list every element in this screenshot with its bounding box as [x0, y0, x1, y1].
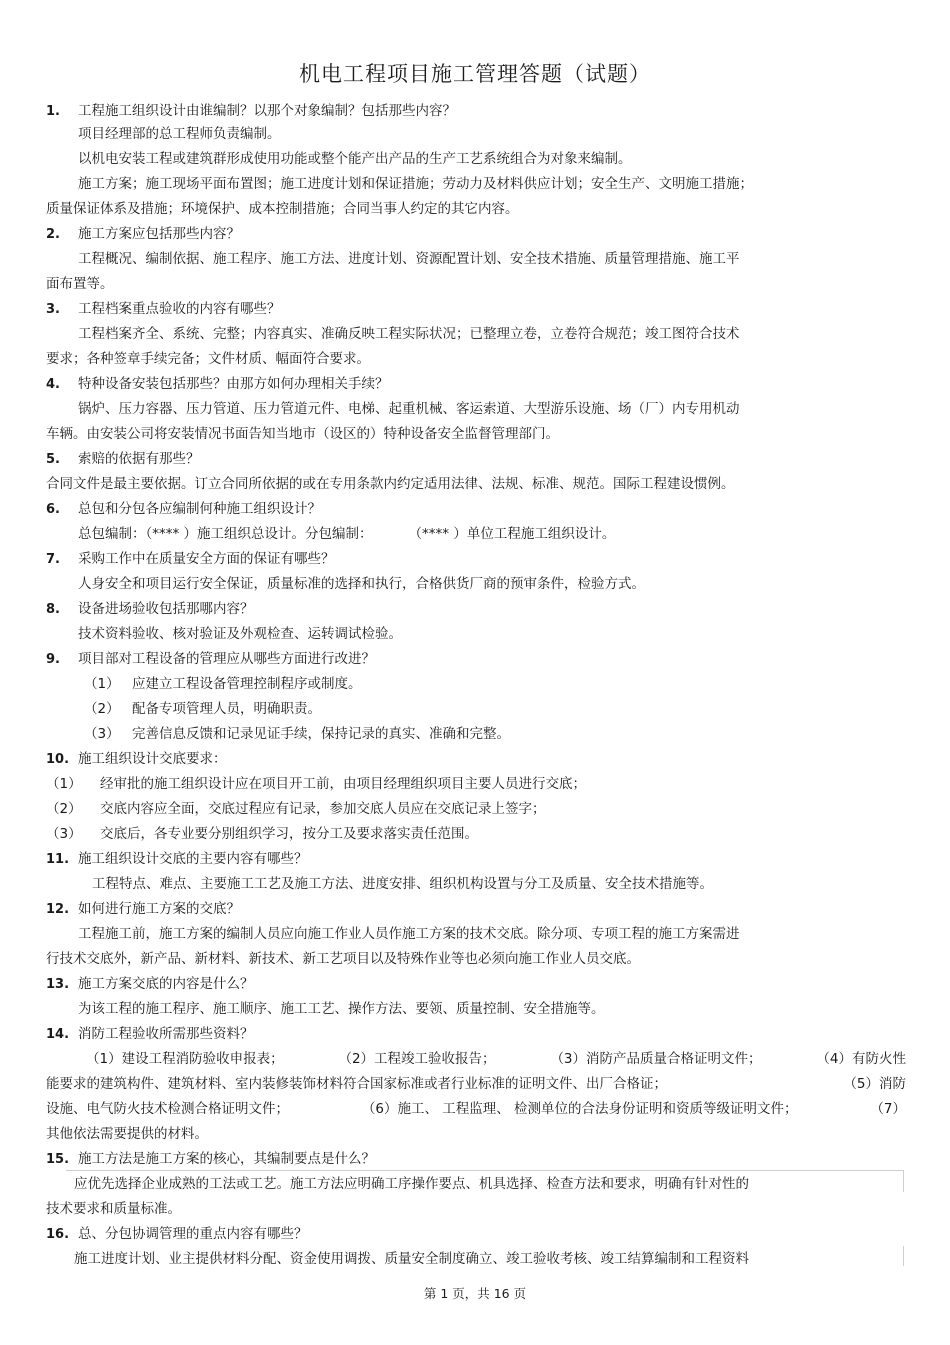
scan-border-line: [66, 1170, 904, 1171]
question-text: 项目部对工程设备的管理应从哪些方面进行改进？: [78, 651, 375, 667]
answer-line: [46, 522, 906, 547]
question-text: 施工组织设计交底要求：: [78, 751, 227, 767]
question-4: [46, 372, 906, 397]
question-text: 如何进行施工方案的交底？: [78, 901, 240, 917]
list-marker: （2）: [84, 701, 120, 717]
answer-line: 人身安全和项目运行安全保证，质量标准的选择和执行，合格供货厂商的预审条件，检验方式。: [78, 576, 645, 592]
answer-line: 要求；各种签章手续完备；文件材质、幅面符合要求。: [46, 351, 370, 367]
answer-part: （4）有防火性: [816, 1051, 906, 1067]
question-text: 施工方案应包括那些内容？: [78, 226, 240, 242]
answer-line: [46, 1097, 906, 1122]
question-number: 12.: [46, 902, 70, 917]
question-text: 消防工程验收所需那些资料？: [78, 1026, 254, 1042]
list-marker: （2）: [46, 801, 82, 817]
question-number: 3.: [46, 302, 60, 317]
answer-line: 工程档案齐全、系统、完整；内容真实、准确反映工程实际状况；已整理立卷，立卷符合规范；竣工图符合技术: [78, 326, 740, 342]
list-item: [46, 772, 906, 797]
list-text: 经审批的施工组织设计应在项目开工前，由项目经理组织项目主要人员进行交底；: [100, 776, 586, 792]
answer-line: 面布置等。: [46, 276, 114, 292]
list-item: [46, 822, 906, 847]
answer-line: [46, 1047, 906, 1072]
question-7: [46, 547, 906, 572]
question-6: [46, 497, 906, 522]
answer-line: 技术资料验收、核对验证及外观检查、运转调试检验。: [78, 626, 402, 642]
question-text: 设备进场验收包括那哪内容？: [78, 601, 254, 617]
question-9: [46, 647, 906, 672]
question-2: [46, 222, 906, 247]
answer-part: （7）: [870, 1101, 906, 1117]
answer-line: 质量保证体系及措施；环境保护、成本控制措施；合同当事人约定的其它内容。: [46, 201, 519, 217]
answer-line: 行技术交底外，新产品、新材料、新技术、新工艺项目以及特殊作业等也必须向施工作业人员交底。: [46, 951, 640, 967]
question-11: [46, 847, 906, 872]
answer-line: 为该工程的施工程序、施工顺序、施工工艺、操作方法、要领、质量控制、安全措施等。: [78, 1001, 605, 1017]
question-number: 8.: [46, 602, 60, 617]
list-marker: （1）: [84, 676, 120, 692]
answer-part: （1）建设工程消防验收申报表；: [86, 1051, 284, 1067]
list-marker: （3）: [84, 726, 120, 742]
question-number: 13.: [46, 977, 70, 992]
answer-line: 合同文件是最主要依据。订立合同所依据的或在专用条款内约定适用法律、法规、标准、规范。国际工程建设惯例。: [46, 476, 735, 492]
question-12: [46, 897, 906, 922]
question-13: [46, 972, 906, 997]
question-15: [46, 1147, 906, 1172]
answer-part: （3）消防产品质量合格证明文件；: [550, 1051, 762, 1067]
answer-part: 能要求的建筑构件、建筑材料、室内装修装饰材料符合国家标准或者行业标准的证明文件、出厂合格证；: [46, 1076, 667, 1092]
answer-line: 工程概况、编制依据、施工程序、施工方法、进度计划、资源配置计划、安全技术措施、质量管理措施、施工平: [78, 251, 740, 267]
list-text: 配备专项管理人员，明确职责。: [132, 701, 321, 717]
question-text: 施工方案交底的内容是什么？: [78, 976, 254, 992]
answer-line: 工程特点、难点、主要施工工艺及施工方法、进度安排、组织机构设置与分工及质量、安全技术措施等。: [92, 876, 713, 892]
question-text: 工程施工组织设计由谁编制？以那个对象编制？包括那些内容？: [78, 103, 456, 119]
question-text: 索赔的依据有那些？: [78, 451, 200, 467]
answer-line: 锅炉、压力容器、压力管道、压力管道元件、电梯、起重机械、客运索道、大型游乐设施、场（厂）内专用机动: [78, 401, 740, 417]
question-number: 14.: [46, 1027, 70, 1042]
answer-part: 设施、电气防火技术检测合格证明文件；: [46, 1101, 289, 1117]
question-number: 15.: [46, 1152, 70, 1167]
question-number: 2.: [46, 227, 60, 242]
list-text: 完善信息反馈和记录见证手续，保持记录的真实、准确和完整。: [132, 726, 510, 742]
question-number: 10.: [46, 752, 70, 767]
question-number: 11.: [46, 852, 70, 867]
scan-border-line: [903, 1170, 904, 1192]
question-number: 5.: [46, 452, 60, 467]
answer-line: 工程施工前，施工方案的编制人员应向施工作业人员作施工方案的技术交底。除分项、专项工程的施工方案需进: [78, 926, 740, 942]
answer-line: 应优先选择企业成熟的工法或工艺。施工方法应明确工序操作要点、机具选择、检查方法和要求，明确有针对性的: [74, 1176, 749, 1192]
list-item: [46, 797, 906, 822]
question-5: [46, 447, 906, 472]
scan-border-line: [903, 1246, 904, 1266]
list-item: [46, 672, 906, 697]
page-title: 机电工程项目施工管理答题（试题）: [299, 62, 651, 86]
question-number: 16.: [46, 1227, 70, 1242]
question-text: 工程档案重点验收的内容有哪些？: [78, 301, 281, 317]
answer-part: （**** ）单位工程施工组织设计。: [408, 526, 616, 542]
question-number: 7.: [46, 552, 60, 567]
list-marker: （1）: [46, 776, 82, 792]
question-text: 采购工作中在质量安全方面的保证有哪些？: [78, 551, 335, 567]
question-text: 总包和分包各应编制何种施工组织设计？: [78, 501, 321, 517]
question-number: 9.: [46, 652, 60, 667]
question-text: 特种设备安装包括那些？由那方如何办理相关手续？: [78, 376, 389, 392]
answer-line: 技术要求和质量标准。: [46, 1201, 181, 1217]
list-item: [46, 697, 906, 722]
answer-part: （2）工程竣工验收报告；: [338, 1051, 496, 1067]
list-text: 交底后，各专业要分别组织学习，按分工及要求落实责任范围。: [100, 826, 478, 842]
question-1: [46, 100, 906, 122]
answer-line: [46, 1072, 906, 1097]
question-number: 6.: [46, 502, 60, 517]
question-14: [46, 1022, 906, 1047]
question-8: [46, 597, 906, 622]
answer-line: 施工方案；施工现场平面布置图；施工进度计划和保证措施；劳动力及材料供应计划；安全生产、文明施工措施；: [78, 176, 753, 192]
page-footer: 第 1 页，共 16 页: [423, 1286, 527, 1301]
question-text: 施工组织设计交底的主要内容有哪些？: [78, 851, 308, 867]
qa-content: [46, 100, 906, 1272]
question-number: 4.: [46, 377, 60, 392]
question-16: [46, 1222, 906, 1247]
answer-part: （5）消防: [843, 1076, 906, 1092]
answer-part: （6）施工、 工程监理、 检测单位的合法身份证明和资质等级证明文件；: [361, 1101, 798, 1117]
answer-line: 其他依法需要提供的材料。: [46, 1126, 208, 1142]
question-10: [46, 747, 906, 772]
list-marker: （3）: [46, 826, 82, 842]
question-text: 施工方法是施工方案的核心，其编制要点是什么？: [78, 1151, 375, 1167]
list-text: 应建立工程设备管理控制程序或制度。: [132, 676, 362, 692]
list-item: [46, 722, 906, 747]
answer-line: 车辆。由安装公司将安装情况书面告知当地市（设区的）特种设备安全监督管理部门。: [46, 426, 559, 442]
answer-line: 项目经理部的总工程师负责编制。: [78, 126, 281, 142]
answer-line: 以机电安装工程或建筑群形成使用功能或整个能产出产品的生产工艺系统组合为对象来编制。: [78, 151, 632, 167]
question-3: [46, 297, 906, 322]
answer-part: 总包编制：（**** ）施工组织总设计。分包编制：: [78, 526, 373, 542]
answer-line: 施工进度计划、业主提供材料分配、资金使用调拨、质量安全制度确立、竣工验收考核、竣工结算编制和工程资料: [74, 1251, 749, 1267]
list-text: 交底内容应全面，交底过程应有记录，参加交底人员应在交底记录上签字；: [100, 801, 546, 817]
question-number: 1.: [46, 104, 60, 119]
question-text: 总、分包协调管理的重点内容有哪些？: [78, 1226, 308, 1242]
